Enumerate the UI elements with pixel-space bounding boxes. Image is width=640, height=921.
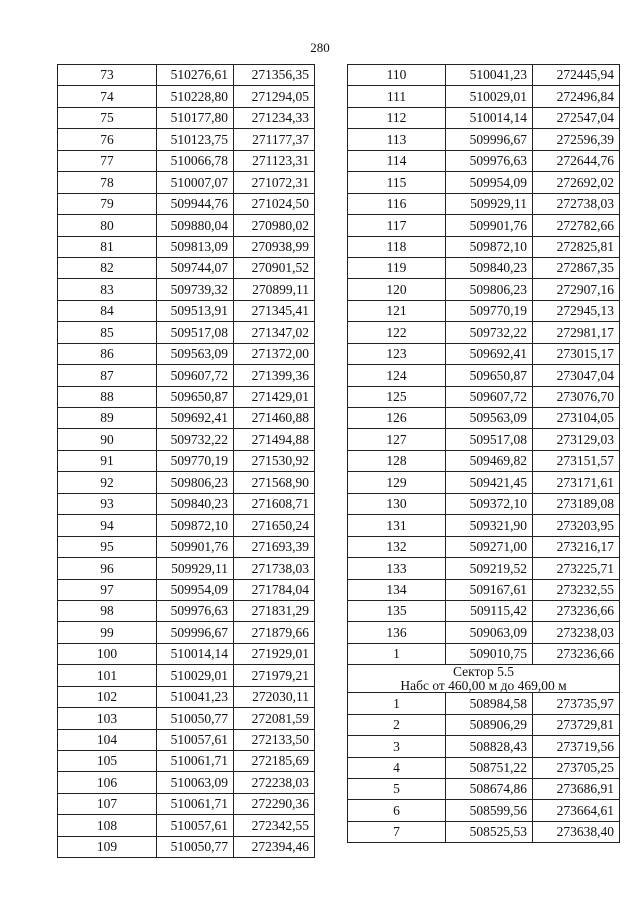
table-row bbox=[348, 736, 620, 757]
coordinate-y: 271494,88 bbox=[234, 429, 315, 450]
coordinate-y: 271347,02 bbox=[234, 322, 315, 343]
table-row bbox=[348, 450, 620, 471]
coordinate-y: 273076,70 bbox=[533, 386, 620, 407]
point-number: 133 bbox=[348, 558, 446, 579]
table-row bbox=[58, 429, 315, 450]
table-row bbox=[348, 386, 620, 407]
coordinate-y: 270980,02 bbox=[234, 215, 315, 236]
table-row bbox=[58, 665, 315, 686]
table-row bbox=[58, 408, 315, 429]
table-row bbox=[58, 172, 315, 193]
coordinate-y: 272394,46 bbox=[234, 836, 315, 857]
coordinate-x: 509954,09 bbox=[446, 172, 533, 193]
point-number: 122 bbox=[348, 322, 446, 343]
table-row bbox=[348, 150, 620, 171]
coordinate-x: 508599,56 bbox=[446, 800, 533, 821]
table-row bbox=[348, 536, 620, 557]
point-number: 6 bbox=[348, 800, 446, 821]
coordinate-x: 509063,09 bbox=[446, 622, 533, 643]
table-row bbox=[58, 708, 315, 729]
point-number: 93 bbox=[58, 493, 157, 514]
point-number: 77 bbox=[58, 150, 157, 171]
table-row bbox=[58, 558, 315, 579]
table-row bbox=[348, 693, 620, 714]
point-number: 132 bbox=[348, 536, 446, 557]
point-number: 78 bbox=[58, 172, 157, 193]
point-number: 91 bbox=[58, 450, 157, 471]
point-number: 90 bbox=[58, 429, 157, 450]
coordinate-y: 271693,39 bbox=[234, 536, 315, 557]
coordinate-x: 508751,22 bbox=[446, 757, 533, 778]
coordinate-x: 509732,22 bbox=[446, 322, 533, 343]
point-number: 80 bbox=[58, 215, 157, 236]
point-number: 129 bbox=[348, 472, 446, 493]
coordinate-y: 271024,50 bbox=[234, 193, 315, 214]
table-row bbox=[58, 729, 315, 750]
coordinate-x: 510014,14 bbox=[157, 643, 234, 664]
coordinate-x: 510050,77 bbox=[157, 708, 234, 729]
point-number: 1 bbox=[348, 693, 446, 714]
coordinate-x: 509976,63 bbox=[157, 600, 234, 621]
table-row bbox=[58, 386, 315, 407]
coordinate-y: 273705,25 bbox=[533, 757, 620, 778]
coordinate-x: 509517,08 bbox=[157, 322, 234, 343]
table-row bbox=[348, 322, 620, 343]
point-number: 75 bbox=[58, 107, 157, 128]
coordinate-y: 272030,11 bbox=[234, 686, 315, 707]
coordinate-y: 271429,01 bbox=[234, 386, 315, 407]
coordinate-y: 272945,13 bbox=[533, 300, 620, 321]
point-number: 126 bbox=[348, 408, 446, 429]
table-row bbox=[58, 751, 315, 772]
point-number: 89 bbox=[58, 408, 157, 429]
coordinate-x: 509901,76 bbox=[157, 536, 234, 557]
coordinate-x: 509321,90 bbox=[446, 515, 533, 536]
coordinate-y: 272342,55 bbox=[234, 815, 315, 836]
coordinate-y: 272290,36 bbox=[234, 793, 315, 814]
coordinate-x: 509840,23 bbox=[446, 257, 533, 278]
coordinate-x: 508984,58 bbox=[446, 693, 533, 714]
point-number: 83 bbox=[58, 279, 157, 300]
coordinate-x: 510063,09 bbox=[157, 772, 234, 793]
table-row bbox=[58, 622, 315, 643]
point-number: 112 bbox=[348, 107, 446, 128]
point-number: 92 bbox=[58, 472, 157, 493]
right-coordinates-table bbox=[347, 64, 620, 843]
point-number: 113 bbox=[348, 129, 446, 150]
table-row bbox=[348, 129, 620, 150]
point-number: 105 bbox=[58, 751, 157, 772]
point-number: 136 bbox=[348, 622, 446, 643]
table-row bbox=[58, 815, 315, 836]
point-number: 115 bbox=[348, 172, 446, 193]
table-row bbox=[348, 515, 620, 536]
table-row bbox=[348, 472, 620, 493]
table-row bbox=[348, 193, 620, 214]
table-row bbox=[348, 279, 620, 300]
point-number: 131 bbox=[348, 515, 446, 536]
coordinate-y: 271072,31 bbox=[234, 172, 315, 193]
coordinate-y: 273129,03 bbox=[533, 429, 620, 450]
coordinate-x: 509421,45 bbox=[446, 472, 533, 493]
coordinate-x: 510029,01 bbox=[446, 86, 533, 107]
table-row bbox=[58, 365, 315, 386]
left-table-body bbox=[58, 65, 315, 858]
coordinate-x: 509732,22 bbox=[157, 429, 234, 450]
point-number: 134 bbox=[348, 579, 446, 600]
coordinate-x: 509563,09 bbox=[157, 343, 234, 364]
coordinate-y: 272692,02 bbox=[533, 172, 620, 193]
coordinate-x: 510041,23 bbox=[446, 65, 533, 86]
coordinate-x: 510123,75 bbox=[157, 129, 234, 150]
coordinate-x: 509650,87 bbox=[157, 386, 234, 407]
table-row bbox=[58, 515, 315, 536]
coordinate-y: 273151,57 bbox=[533, 450, 620, 471]
table-row bbox=[58, 150, 315, 171]
coordinate-x: 509996,67 bbox=[446, 129, 533, 150]
coordinate-x: 509954,09 bbox=[157, 579, 234, 600]
table-row bbox=[348, 172, 620, 193]
coordinate-y: 271650,24 bbox=[234, 515, 315, 536]
coordinate-x: 509996,67 bbox=[157, 622, 234, 643]
table-row bbox=[58, 129, 315, 150]
point-number: 95 bbox=[58, 536, 157, 557]
coordinate-y: 272238,03 bbox=[234, 772, 315, 793]
coordinate-y: 273735,97 bbox=[533, 693, 620, 714]
point-number: 85 bbox=[58, 322, 157, 343]
coordinate-x: 509372,10 bbox=[446, 493, 533, 514]
sector-title: Сектор 5.5 bbox=[452, 664, 514, 680]
point-number: 5 bbox=[348, 779, 446, 800]
coordinate-x: 509872,10 bbox=[157, 515, 234, 536]
table-row bbox=[58, 215, 315, 236]
table-row bbox=[348, 300, 620, 321]
point-number: 102 bbox=[58, 686, 157, 707]
point-number: 106 bbox=[58, 772, 157, 793]
table-row bbox=[348, 714, 620, 735]
point-number: 76 bbox=[58, 129, 157, 150]
table-row bbox=[58, 600, 315, 621]
coordinate-x: 509271,00 bbox=[446, 536, 533, 557]
coordinate-x: 510066,78 bbox=[157, 150, 234, 171]
coordinate-y: 272644,76 bbox=[533, 150, 620, 171]
point-number: 96 bbox=[58, 558, 157, 579]
coordinate-y: 272496,84 bbox=[533, 86, 620, 107]
point-number: 128 bbox=[348, 450, 446, 471]
coordinate-x: 510057,61 bbox=[157, 815, 234, 836]
point-number: 125 bbox=[348, 386, 446, 407]
coordinate-y: 273719,56 bbox=[533, 736, 620, 757]
coordinate-y: 272782,66 bbox=[533, 215, 620, 236]
coordinate-x: 509650,87 bbox=[446, 365, 533, 386]
table-row bbox=[348, 365, 620, 386]
point-number: 127 bbox=[348, 429, 446, 450]
table-row bbox=[58, 279, 315, 300]
coordinate-y: 273203,95 bbox=[533, 515, 620, 536]
coordinate-x: 509770,19 bbox=[157, 450, 234, 471]
table-row bbox=[348, 493, 620, 514]
coordinate-x: 508674,86 bbox=[446, 779, 533, 800]
coordinate-y: 270938,99 bbox=[234, 236, 315, 257]
sector-header bbox=[348, 665, 620, 693]
coordinate-y: 272825,81 bbox=[533, 236, 620, 257]
point-number: 81 bbox=[58, 236, 157, 257]
point-number: 119 bbox=[348, 257, 446, 278]
left-coordinates-table bbox=[57, 64, 315, 858]
coordinate-y: 271177,37 bbox=[234, 129, 315, 150]
point-number: 99 bbox=[58, 622, 157, 643]
table-row bbox=[58, 793, 315, 814]
coordinate-y: 273104,05 bbox=[533, 408, 620, 429]
point-number: 117 bbox=[348, 215, 446, 236]
coordinate-x: 510041,23 bbox=[157, 686, 234, 707]
coordinate-y: 270901,52 bbox=[234, 257, 315, 278]
table-row bbox=[348, 65, 620, 86]
coordinate-x: 508828,43 bbox=[446, 736, 533, 757]
table-row bbox=[58, 86, 315, 107]
coordinate-x: 509563,09 bbox=[446, 408, 533, 429]
coordinate-x: 510177,80 bbox=[157, 107, 234, 128]
coordinate-y: 271345,41 bbox=[234, 300, 315, 321]
table-row bbox=[348, 821, 620, 842]
coordinate-y: 271372,00 bbox=[234, 343, 315, 364]
coordinate-y: 271929,01 bbox=[234, 643, 315, 664]
point-number: 109 bbox=[58, 836, 157, 857]
coordinate-x: 509744,07 bbox=[157, 257, 234, 278]
coordinate-y: 273171,61 bbox=[533, 472, 620, 493]
coordinate-x: 508906,29 bbox=[446, 714, 533, 735]
coordinate-x: 509692,41 bbox=[446, 343, 533, 364]
point-number: 101 bbox=[58, 665, 157, 686]
table-row bbox=[58, 65, 315, 86]
table-row bbox=[58, 236, 315, 257]
point-number: 118 bbox=[348, 236, 446, 257]
coordinate-y: 273238,03 bbox=[533, 622, 620, 643]
point-number: 121 bbox=[348, 300, 446, 321]
point-number: 98 bbox=[58, 600, 157, 621]
coordinate-y: 273189,08 bbox=[533, 493, 620, 514]
sector-subtitle: Набс от 460,00 м до 469,00 м bbox=[400, 677, 567, 693]
table-row bbox=[348, 622, 620, 643]
coordinate-x: 510061,71 bbox=[157, 751, 234, 772]
point-number: 114 bbox=[348, 150, 446, 171]
point-number: 1 bbox=[348, 643, 446, 664]
coordinate-y: 272981,17 bbox=[533, 322, 620, 343]
table-row bbox=[58, 472, 315, 493]
coordinate-y: 271399,36 bbox=[234, 365, 315, 386]
coordinate-y: 272081,59 bbox=[234, 708, 315, 729]
coordinate-x: 509944,76 bbox=[157, 193, 234, 214]
right-table-body-upper bbox=[348, 65, 620, 665]
right-table-body-lower bbox=[348, 693, 620, 843]
table-row bbox=[58, 686, 315, 707]
point-number: 124 bbox=[348, 365, 446, 386]
point-number: 111 bbox=[348, 86, 446, 107]
coordinate-y: 271608,71 bbox=[234, 493, 315, 514]
table-row bbox=[348, 600, 620, 621]
coordinate-y: 272133,50 bbox=[234, 729, 315, 750]
coordinate-y: 271568,90 bbox=[234, 472, 315, 493]
point-number: 104 bbox=[58, 729, 157, 750]
point-number: 79 bbox=[58, 193, 157, 214]
table-row bbox=[58, 450, 315, 471]
coordinate-y: 271784,04 bbox=[234, 579, 315, 600]
coordinate-y: 272445,94 bbox=[533, 65, 620, 86]
table-row bbox=[58, 643, 315, 664]
point-number: 2 bbox=[348, 714, 446, 735]
coordinate-x: 509976,63 bbox=[446, 150, 533, 171]
table-row bbox=[348, 107, 620, 128]
coordinate-y: 271234,33 bbox=[234, 107, 315, 128]
coordinate-x: 509167,61 bbox=[446, 579, 533, 600]
coordinate-y: 271738,03 bbox=[234, 558, 315, 579]
point-number: 88 bbox=[58, 386, 157, 407]
coordinate-y: 271123,31 bbox=[234, 150, 315, 171]
coordinate-y: 270899,11 bbox=[234, 279, 315, 300]
point-number: 97 bbox=[58, 579, 157, 600]
table-row bbox=[348, 757, 620, 778]
point-number: 108 bbox=[58, 815, 157, 836]
table-row bbox=[58, 193, 315, 214]
table-row bbox=[348, 800, 620, 821]
coordinate-x: 509872,10 bbox=[446, 236, 533, 257]
coordinate-x: 510029,01 bbox=[157, 665, 234, 686]
table-row bbox=[58, 772, 315, 793]
coordinate-x: 510007,07 bbox=[157, 172, 234, 193]
table-row bbox=[348, 779, 620, 800]
coordinate-x: 509607,72 bbox=[157, 365, 234, 386]
coordinate-x: 509219,52 bbox=[446, 558, 533, 579]
coordinate-y: 273232,55 bbox=[533, 579, 620, 600]
table-row bbox=[58, 300, 315, 321]
sector-header-cell bbox=[348, 665, 620, 693]
coordinate-y: 273236,66 bbox=[533, 600, 620, 621]
coordinate-y: 273729,81 bbox=[533, 714, 620, 735]
table-row bbox=[58, 107, 315, 128]
coordinate-y: 273686,91 bbox=[533, 779, 620, 800]
coordinate-y: 272185,69 bbox=[234, 751, 315, 772]
coordinate-x: 509739,32 bbox=[157, 279, 234, 300]
coordinate-x: 509929,11 bbox=[157, 558, 234, 579]
table-row bbox=[348, 343, 620, 364]
table-row bbox=[348, 215, 620, 236]
point-number: 3 bbox=[348, 736, 446, 757]
point-number: 103 bbox=[58, 708, 157, 729]
coordinate-x: 510228,80 bbox=[157, 86, 234, 107]
table-row bbox=[58, 536, 315, 557]
point-number: 120 bbox=[348, 279, 446, 300]
point-number: 84 bbox=[58, 300, 157, 321]
coordinate-x: 509513,91 bbox=[157, 300, 234, 321]
point-number: 74 bbox=[58, 86, 157, 107]
coordinate-x: 510014,14 bbox=[446, 107, 533, 128]
table-row bbox=[58, 257, 315, 278]
coordinate-y: 271831,29 bbox=[234, 600, 315, 621]
coordinate-x: 509929,11 bbox=[446, 193, 533, 214]
coordinate-y: 271460,88 bbox=[234, 408, 315, 429]
coordinate-x: 510057,61 bbox=[157, 729, 234, 750]
point-number: 123 bbox=[348, 343, 446, 364]
point-number: 107 bbox=[58, 793, 157, 814]
coordinate-x: 509840,23 bbox=[157, 493, 234, 514]
coordinate-x: 510061,71 bbox=[157, 793, 234, 814]
table-row bbox=[348, 643, 620, 664]
coordinate-y: 272867,35 bbox=[533, 257, 620, 278]
coordinate-x: 509806,23 bbox=[157, 472, 234, 493]
point-number: 87 bbox=[58, 365, 157, 386]
coordinate-y: 271356,35 bbox=[234, 65, 315, 86]
coordinate-y: 272738,03 bbox=[533, 193, 620, 214]
coordinate-y: 273225,71 bbox=[533, 558, 620, 579]
coordinate-y: 273015,17 bbox=[533, 343, 620, 364]
point-number: 100 bbox=[58, 643, 157, 664]
coordinate-y: 273664,61 bbox=[533, 800, 620, 821]
coordinate-y: 271294,05 bbox=[234, 86, 315, 107]
coordinate-y: 273638,40 bbox=[533, 821, 620, 842]
coordinate-y: 272547,04 bbox=[533, 107, 620, 128]
coordinate-x: 508525,53 bbox=[446, 821, 533, 842]
table-row bbox=[348, 579, 620, 600]
table-row bbox=[58, 579, 315, 600]
table-row bbox=[58, 493, 315, 514]
coordinate-y: 271530,92 bbox=[234, 450, 315, 471]
coordinate-x: 509901,76 bbox=[446, 215, 533, 236]
coordinate-x: 509517,08 bbox=[446, 429, 533, 450]
table-row bbox=[58, 322, 315, 343]
coordinate-x: 509692,41 bbox=[157, 408, 234, 429]
coordinate-y: 273236,66 bbox=[533, 643, 620, 664]
point-number: 86 bbox=[58, 343, 157, 364]
table-row bbox=[348, 429, 620, 450]
table-row bbox=[348, 236, 620, 257]
coordinate-x: 510050,77 bbox=[157, 836, 234, 857]
table-row bbox=[58, 343, 315, 364]
point-number: 7 bbox=[348, 821, 446, 842]
point-number: 73 bbox=[58, 65, 157, 86]
coordinate-y: 271879,66 bbox=[234, 622, 315, 643]
coordinate-x: 510276,61 bbox=[157, 65, 234, 86]
point-number: 116 bbox=[348, 193, 446, 214]
coordinate-x: 509607,72 bbox=[446, 386, 533, 407]
point-number: 130 bbox=[348, 493, 446, 514]
point-number: 94 bbox=[58, 515, 157, 536]
table-row bbox=[348, 257, 620, 278]
page-number: 280 bbox=[310, 40, 330, 55]
coordinate-y: 271979,21 bbox=[234, 665, 315, 686]
table-row bbox=[58, 836, 315, 857]
table-row bbox=[348, 408, 620, 429]
coordinate-x: 509115,42 bbox=[446, 600, 533, 621]
coordinate-x: 509010,75 bbox=[446, 643, 533, 664]
coordinate-x: 509806,23 bbox=[446, 279, 533, 300]
sector-header-row bbox=[348, 665, 620, 693]
point-number: 4 bbox=[348, 757, 446, 778]
point-number: 110 bbox=[348, 65, 446, 86]
coordinate-x: 509880,04 bbox=[157, 215, 234, 236]
coordinate-y: 272907,16 bbox=[533, 279, 620, 300]
coordinate-y: 273216,17 bbox=[533, 536, 620, 557]
coordinate-y: 272596,39 bbox=[533, 129, 620, 150]
coordinate-y: 273047,04 bbox=[533, 365, 620, 386]
coordinate-x: 509813,09 bbox=[157, 236, 234, 257]
coordinate-x: 509469,82 bbox=[446, 450, 533, 471]
point-number: 135 bbox=[348, 600, 446, 621]
coordinate-x: 509770,19 bbox=[446, 300, 533, 321]
table-row bbox=[348, 558, 620, 579]
point-number: 82 bbox=[58, 257, 157, 278]
table-row bbox=[348, 86, 620, 107]
